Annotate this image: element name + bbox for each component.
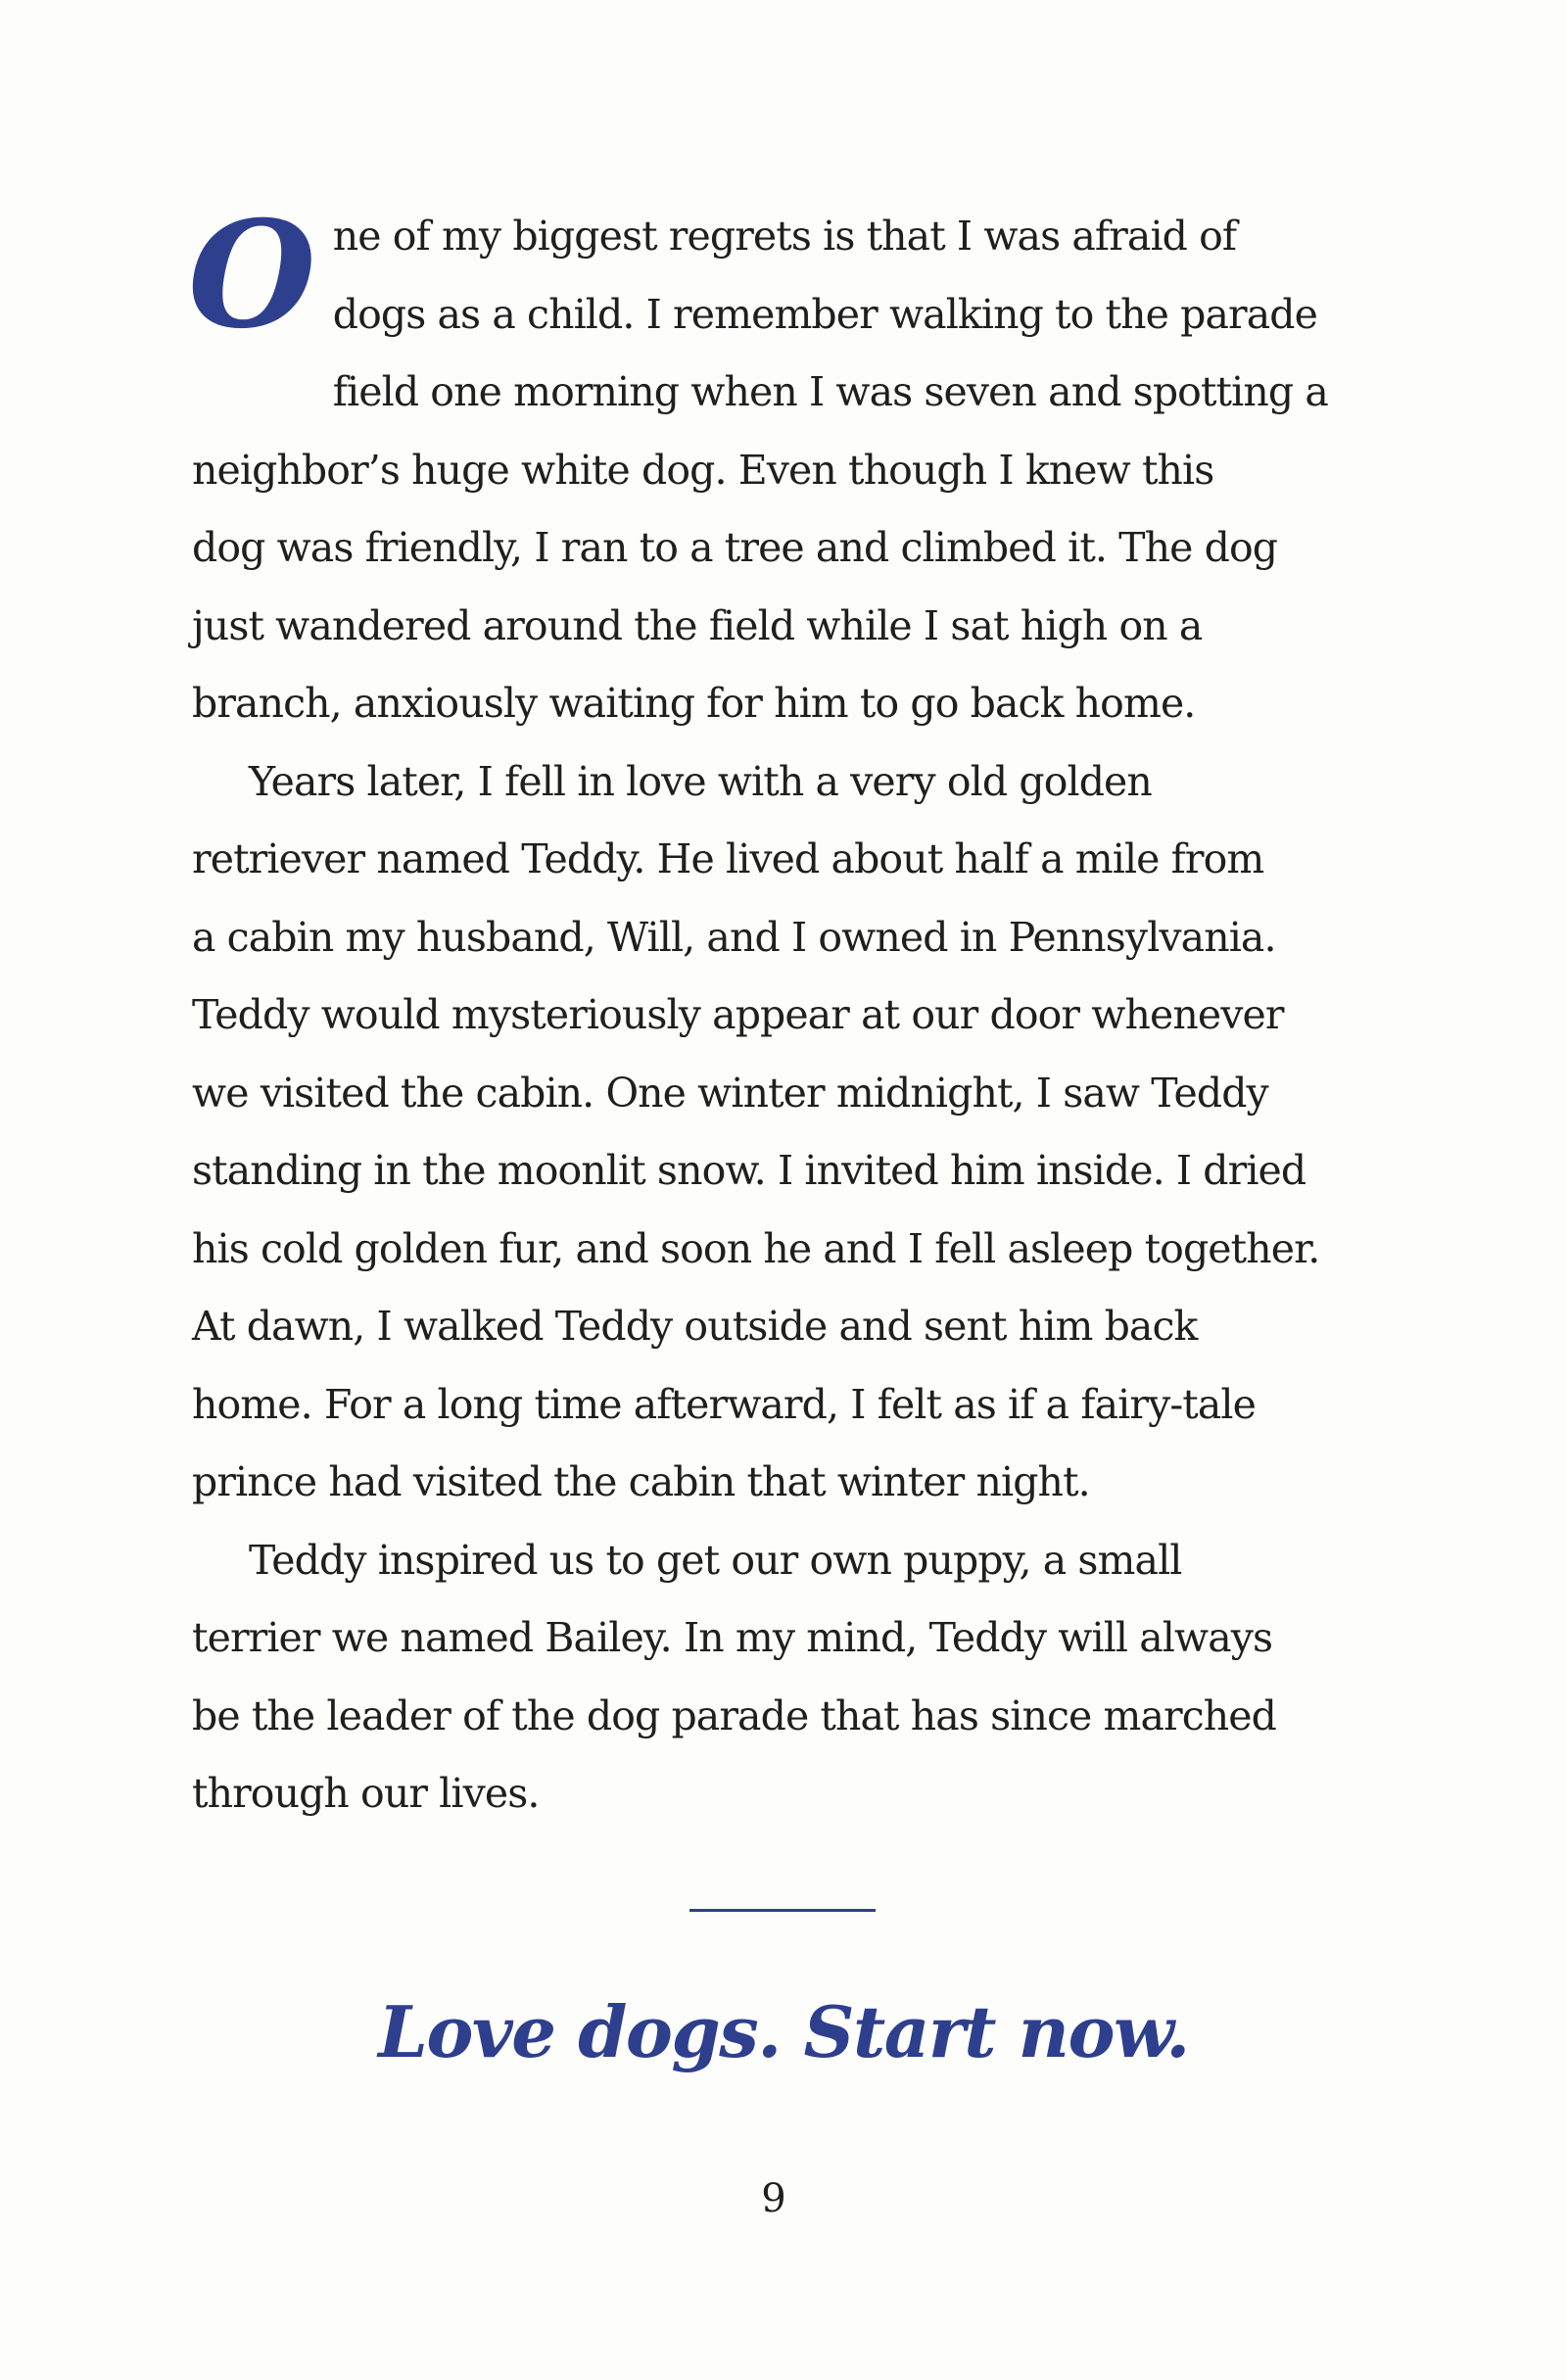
paragraph-2 — [192, 743, 1397, 1522]
text-line: Years later, I fell in love with a very old golden — [249, 757, 1152, 805]
paragraph-3 — [192, 1522, 1397, 1833]
text-line: dog was friendly, I ran to a tree and climbed it. The dog — [192, 524, 1278, 571]
text-line: neighbor’s huge white dog. Even though I knew this — [192, 446, 1214, 494]
text-line: terrier we named Bailey. In my mind, Teddy will always — [192, 1614, 1273, 1661]
text-line: retriever named Teddy. He lived about half a mile from — [192, 835, 1264, 882]
text-line: standing in the moonlit snow. I invited him inside. I dried — [192, 1147, 1306, 1194]
tagline: Love dogs. Start now. — [378, 1990, 1189, 2073]
text-line: ne of my biggest regrets is that I was afraid of — [332, 213, 1237, 260]
text-line: dogs as a child. I remember walking to the parade — [332, 290, 1317, 338]
text-line: Teddy inspired us to get our own puppy, a small — [249, 1536, 1182, 1584]
paragraph-1 — [188, 189, 1397, 743]
text-line: just wandered around the field while I sat high on a — [192, 601, 1203, 649]
text-line: Teddy would mysteriously appear at our door whenever — [192, 991, 1284, 1038]
text-line: branch, anxiously waiting for him to go back home. — [192, 680, 1196, 727]
text-line: a cabin my husband, Will, and I owned in Pennsylvania. — [192, 913, 1276, 961]
text-line: home. For a long time afterward, I felt as if a fairy-tale — [192, 1380, 1256, 1428]
article-body — [188, 189, 1397, 1833]
section-divider — [689, 1909, 876, 1912]
drop-cap: O — [188, 189, 315, 361]
text-line: At dawn, I walked Teddy outside and sent him back — [192, 1303, 1198, 1350]
text-line: through our lives. — [192, 1770, 540, 1817]
text-line: prince had visited the cabin that winter night. — [192, 1458, 1090, 1505]
text-line: field one morning when I was seven and spotting a — [332, 368, 1328, 415]
text-line: be the leader of the dog parade that has since marched — [192, 1691, 1277, 1739]
page-number: 9 — [761, 2176, 786, 2221]
text-line: his cold golden fur, and soon he and I fell asleep together. — [192, 1224, 1320, 1272]
text-line: we visited the cabin. One winter midnight, I saw Teddy — [192, 1069, 1268, 1117]
